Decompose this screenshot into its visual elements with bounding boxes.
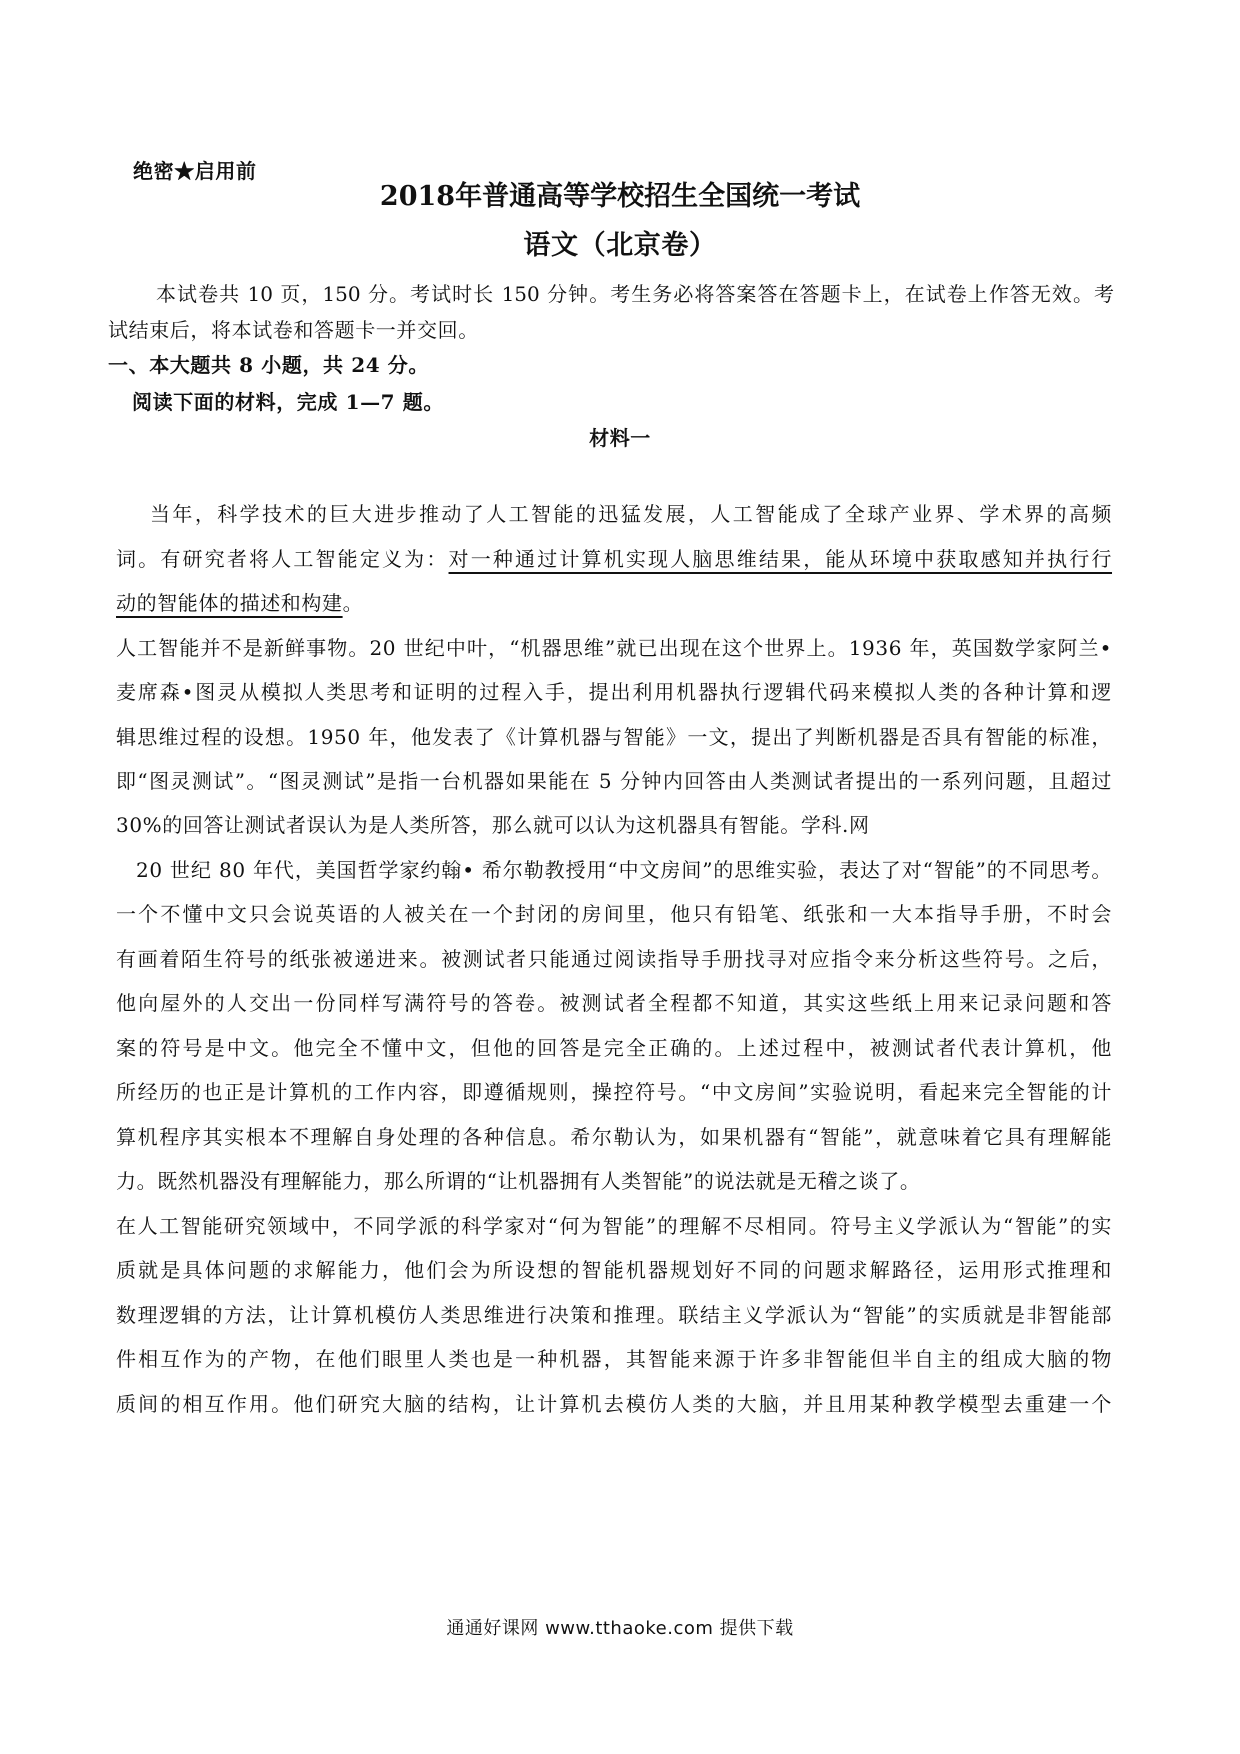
paragraph-3-line-3: 有画着陌生符号的纸张被递进来。被测试者只能通过阅读指导手册找寻对应指令来分析这些符号。之后， bbox=[116, 947, 1112, 971]
paragraph-1-line-2 bbox=[116, 546, 1112, 572]
paragraph-2-line-3: 辑思维过程的设想。1950 年，他发表了《计算机器与智能》一文，提出了判断机器是否具有智能的标准， bbox=[116, 725, 1112, 749]
material-title: 材料一 bbox=[589, 426, 651, 450]
definition-intro: 词。有研究者将人工智能定义为： bbox=[116, 547, 449, 571]
paragraph-4-line-4: 件相互作为的产物，在他们眼里人类也是一种机器，其智能来源于许多非智能但半自主的组成大脑的物 bbox=[116, 1347, 1112, 1371]
section-heading: 一、本大题共 8 小题，共 24 分。 bbox=[108, 353, 429, 377]
paragraph-2-line-1: 人工智能并不是新鲜事物。20 世纪中叶，“机器思维”就已出现在这个世界上。1936 年，英国数学家阿兰• bbox=[116, 636, 1112, 660]
paragraph-3-line-4: 他向屋外的人交出一份同样写满符号的答卷。被测试者全程都不知道，其实这些纸上用来记录问题和答 bbox=[116, 991, 1112, 1015]
definition-underlined-end: 动的智能体的描述和构建 bbox=[116, 591, 343, 615]
paragraph-3-line-6: 所经历的也正是计算机的工作内容，即遵循规则，操控符号。“中文房间”实验说明，看起来完全智能的计 bbox=[116, 1080, 1112, 1104]
exam-subtitle: 语文（北京卷） bbox=[523, 230, 717, 261]
paragraph-3-line-2: 一个不懂中文只会说英语的人被关在一个封闭的房间里，他只有铅笔、纸张和一大本指导手册，不时会 bbox=[116, 902, 1112, 926]
paragraph-2-line-2: 麦席森•图灵从模拟人类思考和证明的过程入手，提出利用机器执行逻辑代码来模拟人类的各种计算和逻 bbox=[116, 680, 1112, 704]
definition-end-punct: 。 bbox=[342, 591, 364, 615]
paragraph-1-line-3 bbox=[116, 590, 1096, 616]
instructions-line-1: 本试卷共 10 页，150 分。考试时长 150 分钟。考生务必将答案答在答题卡上，在试卷上作答无效。考 bbox=[156, 282, 1114, 306]
paragraph-4-line-3: 数理逻辑的方法，让计算机模仿人类思维进行决策和推理。联结主义学派认为“智能”的实质就是非智能部 bbox=[116, 1303, 1112, 1327]
reading-directive: 阅读下面的材料，完成 1—7 题。 bbox=[132, 390, 444, 414]
paragraph-3-line-7: 算机程序其实根本不理解自身处理的各种信息。希尔勒认为，如果机器有“智能”，就意味着它具有理解能 bbox=[116, 1125, 1112, 1149]
paragraph-4-line-5: 质间的相互作用。他们研究大脑的结构，让计算机去模仿人类的大脑，并且用某种教学模型去重建一个 bbox=[116, 1392, 1112, 1416]
paragraph-3-line-8: 力。既然机器没有理解能力，那么所谓的“让机器拥有人类智能”的说法就是无稽之谈了。 bbox=[116, 1169, 921, 1193]
exam-title: 2018年普通高等学校招生全国统一考试 bbox=[379, 181, 861, 212]
page-footer: 通通好课网 www.tthaoke.com 提供下载 bbox=[446, 1618, 794, 1639]
paragraph-4-line-1: 在人工智能研究领域中，不同学派的科学家对“何为智能”的理解不尽相同。符号主义学派认为“智能”的实 bbox=[116, 1214, 1112, 1238]
confidential-label: 绝密★启用前 bbox=[133, 159, 257, 183]
paragraph-1-line-1: 当年，科学技术的巨大进步推动了人工智能的迅猛发展，人工智能成了全球产业界、学术界的高频 bbox=[150, 502, 1112, 526]
definition-underlined: 对一种通过计算机实现人脑思维结果，能从环境中获取感知并执行行 bbox=[448, 547, 1113, 571]
paragraph-3-line-1: 20 世纪 80 年代，美国哲学家约翰• 希尔勒教授用“中文房间”的思维实验，表达了对“智能”的不同思考。 bbox=[136, 858, 1112, 882]
paragraph-3-line-5: 案的符号是中文。他完全不懂中文，但他的回答是完全正确的。上述过程中，被测试者代表计算机，他 bbox=[116, 1036, 1112, 1060]
paragraph-2-line-5: 30%的回答让测试者误认为是人类所答，那么就可以认为这机器具有智能。学科.网 bbox=[116, 813, 870, 837]
instructions-line-2: 试结束后，将本试卷和答题卡一并交回。 bbox=[108, 318, 479, 342]
paragraph-2-line-4: 即“图灵测试”。“图灵测试”是指一台机器如果能在 5 分钟内回答由人类测试者提出的一系列问题，且超过 bbox=[116, 769, 1112, 793]
paragraph-4-line-2: 质就是具体问题的求解能力，他们会为所设想的智能机器规划好不同的问题求解路径，运用形式推理和 bbox=[116, 1258, 1112, 1282]
